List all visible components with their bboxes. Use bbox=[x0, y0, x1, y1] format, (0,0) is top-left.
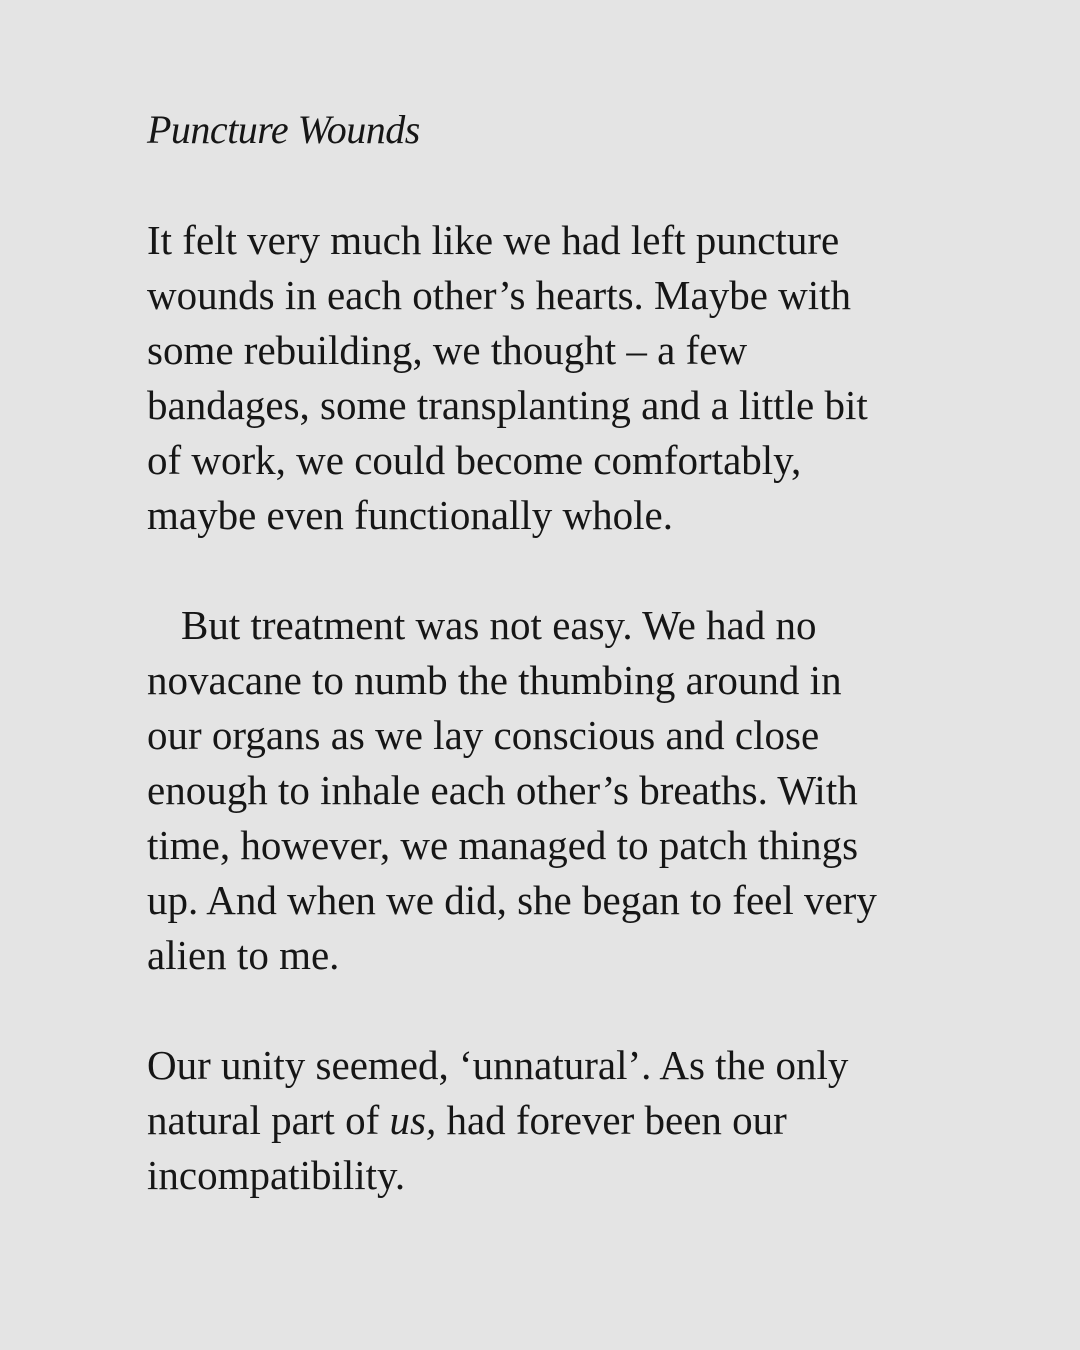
stanza-2-line-4: enough to inhale each other’s breaths. With bbox=[147, 767, 858, 813]
stanza-3-line-2 bbox=[147, 1093, 967, 1148]
stanza-1-line-5: of work, we could become comfortably, bbox=[147, 437, 802, 483]
stanza-3-line-3: incompatibility. bbox=[147, 1152, 406, 1198]
stanza-2-line-5: time, however, we managed to patch things bbox=[147, 822, 859, 868]
stanza-1-line-6: maybe even functionally whole. bbox=[147, 492, 673, 538]
stanza-2 bbox=[147, 598, 967, 983]
stanza-1-line-2: wounds in each other’s hearts. Maybe with bbox=[147, 272, 852, 318]
stanza-1-line-4: bandages, some transplanting and a little bit bbox=[147, 382, 868, 428]
stanza-2-line-7: alien to me. bbox=[147, 932, 340, 978]
stanza-1-line-3: some rebuilding, we thought – a few bbox=[147, 327, 748, 373]
stanza-2-line-6: up. And when we did, she began to feel very bbox=[147, 877, 877, 923]
stanza-1-line-1: It felt very much like we had left puncture bbox=[147, 217, 840, 263]
stanza-2-line-1: But treatment was not easy. We had no bbox=[181, 602, 817, 648]
stanza-3-line-2-start: natural part of bbox=[147, 1097, 390, 1143]
stanza-2-line-3: our organs as we lay conscious and close bbox=[147, 712, 820, 758]
stanza-1 bbox=[147, 213, 967, 543]
stanza-3-line-1: Our unity seemed, ‘unnatural’. As the only bbox=[147, 1042, 849, 1088]
stanza-3 bbox=[147, 1038, 967, 1203]
stanza-2-line-2: novacane to numb the thumbing around in bbox=[147, 657, 842, 703]
stanza-3-line-2-italic-word: us, bbox=[389, 1097, 437, 1143]
stanza-3-line-2-end: had forever been our bbox=[436, 1097, 787, 1143]
poem-title: Puncture Wounds bbox=[147, 107, 420, 152]
